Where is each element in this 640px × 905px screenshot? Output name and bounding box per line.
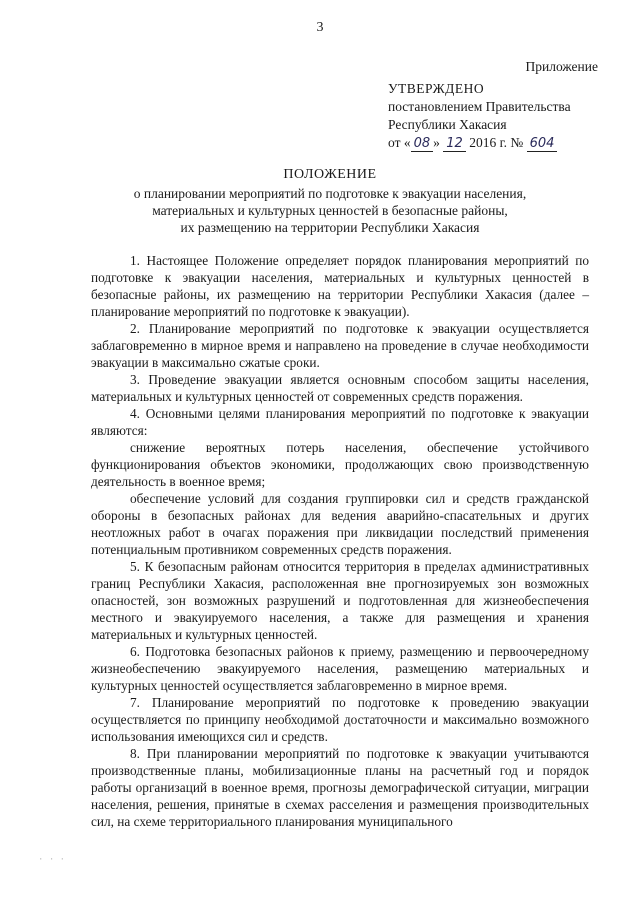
quote-close: » xyxy=(433,135,440,150)
page-number: 3 xyxy=(316,20,324,35)
year-part: 2016 г. № xyxy=(469,135,524,150)
handwritten-month: 12 xyxy=(443,136,466,152)
paragraph-4-item-1: снижение вероятных потерь населения, обеспечение устойчивого функционирования объектов экономики, продолжающих свою производственную деятельность в военное время; xyxy=(91,440,589,489)
document-title xyxy=(80,166,580,236)
approval-block xyxy=(388,58,598,153)
date-prefix: от « xyxy=(388,135,411,150)
paragraph-5: 5. К безопасным районам относится территория в пределах административных границ Республики Хакасия, расположенная вне прогнозируемых зон возможных опасностей, зон возможных разрушений и подготовленная для жизнеобеспечения местного и эвакуируемого населения, а также для размещения и хранения материальных и культурных ценностей. xyxy=(91,559,589,642)
paragraph-6: 6. Подготовка безопасных районов к приему, размещению и первоочередному жизнеобеспечению эвакуируемого населения, размещению материальных и культурных ценностей осуществляется заблаговременно в мирное время. xyxy=(91,644,589,693)
document-body xyxy=(91,252,589,830)
paragraph-4: 4. Основными целями планирования мероприятий по подготовке к эвакуации являются: xyxy=(91,406,589,438)
approval-line-1: постановлением Правительства xyxy=(388,99,571,114)
scan-mark: · · · xyxy=(38,855,66,865)
approved-stamp: УТВЕРЖДЕНО xyxy=(388,81,485,96)
paragraph-2: 2. Планирование мероприятий по подготовке к эвакуации осуществляется заблаговременно в мирное время и направлено на проведение в случае необходимости эвакуации в максимально сжатые сроки. xyxy=(91,321,589,370)
title-line-1: о планировании мероприятий по подготовке к эвакуации населения, xyxy=(133,186,527,201)
paragraph-4-item-2: обеспечение условий для создания группировки сил и средств гражданской обороны в безопасных районах для ведения аварийно-спасательных и других неотложных работ в очагах поражения при ликвидации последствий применения потенциальным противником современных средств поражения. xyxy=(91,491,589,557)
handwritten-day: 08 xyxy=(411,136,434,152)
paragraph-7: 7. Планирование мероприятий по подготовке к проведению эвакуации осуществляется по принципу необходимой достаточности и максимально возможного использования имеющихся сил и средств. xyxy=(91,695,589,744)
approval-date-line xyxy=(388,134,598,153)
handwritten-number: 604 xyxy=(527,136,558,152)
title-heading: ПОЛОЖЕНИЕ xyxy=(283,167,377,182)
paragraph-3: 3. Проведение эвакуации является основным способом защиты населения, материальных и культурных ценностей от современных средств поражения. xyxy=(91,372,589,404)
approval-line-2: Республики Хакасия xyxy=(388,117,507,132)
title-line-2: материальных и культурных ценностей в безопасные районы, xyxy=(152,203,508,218)
paragraph-1: 1. Настоящее Положение определяет порядок планирования мероприятий по подготовке к эвакуации населения, материальных и культурных ценностей в безопасные районы, их размещению на территории Республики Хакасия (далее – планирование мероприятий по подготовке к эвакуации). xyxy=(91,253,589,319)
title-line-3: их размещению на территории Республики Хакасия xyxy=(180,220,480,235)
appendix-label: Приложение xyxy=(525,59,598,74)
paragraph-8: 8. При планировании мероприятий по подготовке к эвакуации учитываются производственные планы, мобилизационные планы на расчетный год и порядок работы организаций в военное время, прогнозы демографической ситуации, миграции населения, решения, принятые в схемах расселения и размещения производительных сил, на схеме территориального планирования муниципального xyxy=(91,746,589,829)
